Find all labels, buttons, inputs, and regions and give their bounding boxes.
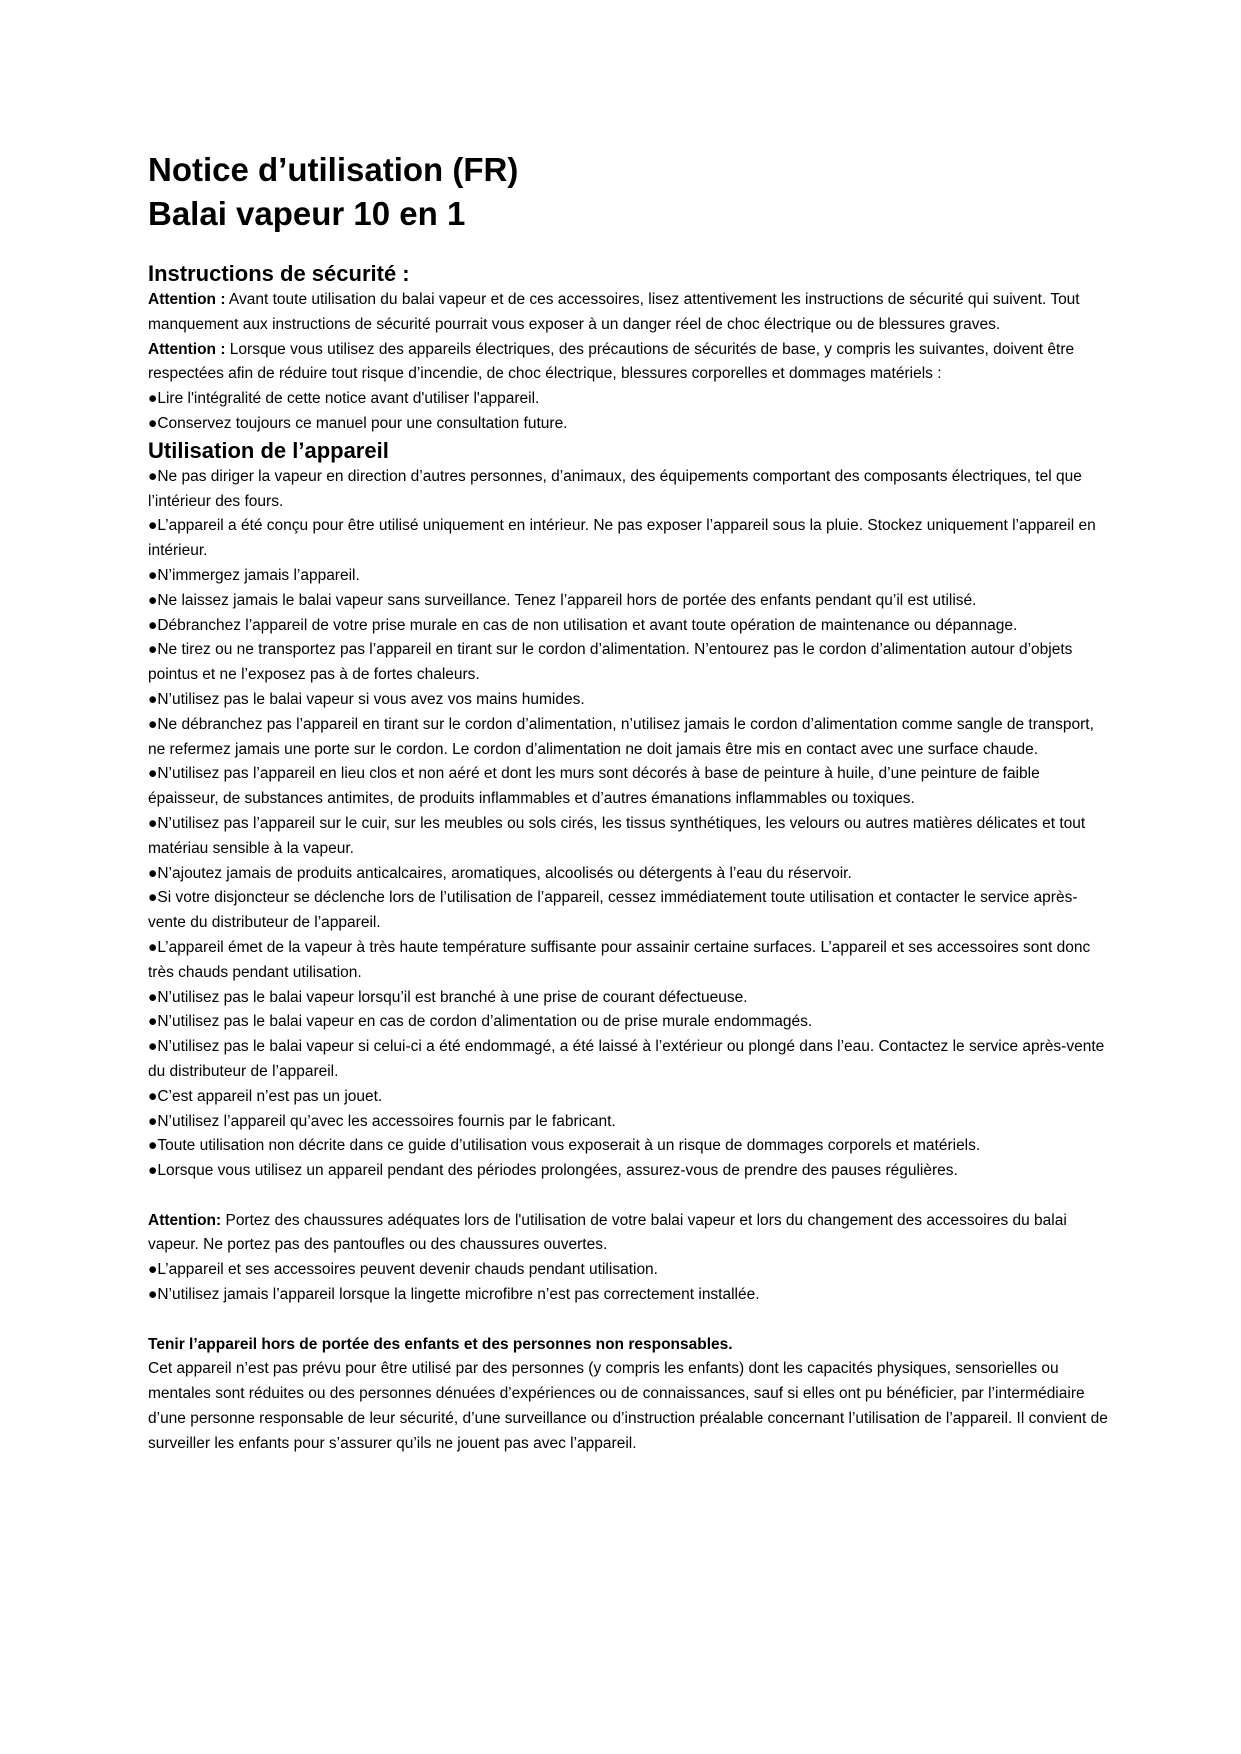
children-heading: Tenir l’appareil hors de portée des enfants et des personnes non responsables. xyxy=(148,1335,733,1353)
attention-text: Portez des chaussures adéquates lors de l'utilisation de votre balai vapeur et lors du changement des accessoires du balai vapeur. Ne portez pas des pantoufles ou des chaussures ouvertes. xyxy=(148,1211,1067,1254)
paragraph-gap xyxy=(148,1184,1108,1209)
attention-text: Lorsque vous utilisez des appareils électriques, des précautions de sécurités de base, y compris les suivantes, doivent être respectées afin de réduire tout risque d’incendie, de choc électrique, blessures corporelles et dommages matériels : xyxy=(148,340,1075,383)
children-text: Cet appareil n’est pas prévu pour être utilisé par des personnes (y compris les enfants) dont les capacités physiques, sensorielles ou mentales sont réduites ou des personnes dénuées d’expériences ou de connaissances, sauf si elles ont pu bénéficier, par l’intermédiaire d’une personne responsable de leur sécurité, d’une surveillance ou d’instruction préalable concernant l’utilisation de l’appareil. Il convient de surveiller les enfants pour s’assurer qu’ils ne jouent pas avec l’appareil. xyxy=(148,1360,1108,1452)
usage-bullet: ●Ne laissez jamais le balai vapeur sans surveillance. Tenez l’appareil hors de portée des enfants pendant qu’il est utilisé. xyxy=(148,591,977,609)
attention-text: Avant toute utilisation du balai vapeur et de ces accessoires, lisez attentivement les instructions de sécurité qui suivent. Tout manquement aux instructions de sécurité pourrait vous exposer à un danger réel de choc électrique ou de blessures graves. xyxy=(148,291,1080,333)
safety-attention-2 xyxy=(148,338,1108,388)
usage-bullet: ●L’appareil a été conçu pour être utilisé uniquement en intérieur. Ne pas exposer l’appareil sous la pluie. Stockez uniquement l’appareil en intérieur. xyxy=(148,517,1096,560)
usage-bullet: ●N’utilisez l’appareil qu’avec les accessoires fournis par le fabricant. xyxy=(148,1112,616,1130)
title-line-1: Notice d’utilisation (FR) xyxy=(148,151,519,188)
paragraph-gap xyxy=(148,1308,1108,1333)
usage-bullet: ●Si votre disjoncteur se déclenche lors de l’utilisation de l’appareil, cessez immédiatement toute utilisation et contacter le service après-vente du distributeur de l’appareil. xyxy=(148,889,1078,932)
usage-bullet: ●N’ajoutez jamais de produits anticalcaires, aromatiques, alcoolisés ou détergents à l’eau du réservoir. xyxy=(148,864,852,882)
usage-bullet: ●N’utilisez pas l’appareil sur le cuir, sur les meubles ou sols cirés, les tissus synthétiques, les velours ou autres matières délicates et tout matériau sensible à la vapeur. xyxy=(148,814,1086,857)
attention-label: Attention : xyxy=(148,291,226,308)
document-page xyxy=(148,148,1108,1457)
usage-bullet: ●N’utilisez pas le balai vapeur si celui-ci a été endommagé, a été laissé à l’extérieur ou plongé dans l’eau. Contactez le service après-vente du distributeur de l’appareil. xyxy=(148,1038,1105,1080)
attention-label: Attention: xyxy=(148,1211,222,1229)
document-title xyxy=(148,148,1108,236)
usage-bullet: ●Débranchez l’appareil de votre prise murale en cas de non utilisation et avant toute opération de maintenance ou dépannage. xyxy=(148,616,1018,634)
safety-heading: Instructions de sécurité : xyxy=(148,261,410,286)
usage-bullet: ●N’utilisez pas le balai vapeur si vous avez vos mains humides. xyxy=(148,690,585,708)
usage-bullet: ●N’utilisez pas l’appareil en lieu clos et non aéré et dont les murs sont décorés à base de peinture à huile, d’une peinture de faible épaisseur, de substances antimites, de produits inflammables et d’autres émanations inflammables ou toxiques. xyxy=(148,765,1040,808)
usage-bullet: ●Ne pas diriger la vapeur en direction d’autres personnes, d’animaux, des équipements comportant des composants électriques, tel que l’intérieur des fours. xyxy=(148,467,1082,510)
usage-bullet: ●N’utilisez pas le balai vapeur en cas de cordon d’alimentation ou de prise murale endommagés. xyxy=(148,1013,813,1031)
usage-bullet: ●Ne débranchez pas l’appareil en tirant sur le cordon d’alimentation, n’utilisez jamais le cordon d’alimentation comme sangle de transport, ne refermez jamais une porte sur le cordon. Le cordon d’alimentation ne doit jamais être mis en contact avec une surface chaude. xyxy=(148,715,1094,758)
safety-bullet: ●Conservez toujours ce manuel pour une consultation future. xyxy=(148,414,568,432)
usage-bullet: ●Ne tirez ou ne transportez pas l’appareil en tirant sur le cordon d’alimentation. N’entourez pas le cordon d’alimentation autour d’objets pointus et ne l’exposez pas à de fortes chaleurs. xyxy=(148,641,1073,684)
usage-bullet: ●C’est appareil n’est pas un jouet. xyxy=(148,1087,383,1105)
usage-bullet: ●N’immergez jamais l’appareil. xyxy=(148,566,360,584)
safety-attention-1 xyxy=(148,288,1108,338)
usage-heading: Utilisation de l’appareil xyxy=(148,437,389,463)
shoes-attention xyxy=(148,1209,1108,1259)
usage-bullet: ●Lorsque vous utilisez un appareil pendant des périodes prolongées, assurez-vous de prendre des pauses régulières. xyxy=(148,1162,958,1180)
shoes-bullet: ●L’appareil et ses accessoires peuvent devenir chauds pendant utilisation. xyxy=(148,1261,658,1279)
attention-label: Attention : xyxy=(148,340,226,358)
usage-bullet: ●L’appareil émet de la vapeur à très haute température suffisante pour assainir certaine surfaces. L’appareil et ses accessoires sont donc très chauds pendant utilisation. xyxy=(148,938,1091,981)
shoes-bullet: ●N’utilisez jamais l’appareil lorsque la lingette microfibre n’est pas correctement installée. xyxy=(148,1286,760,1304)
usage-bullet: ●N’utilisez pas le balai vapeur lorsqu’il est branché à une prise de courant défectueuse. xyxy=(148,988,748,1006)
usage-bullet: ●Toute utilisation non décrite dans ce guide d’utilisation vous exposerait à un risque de dommages corporels et matériels. xyxy=(148,1137,981,1155)
safety-bullet: ●Lire l'intégralité de cette notice avant d'utiliser l'appareil. xyxy=(148,390,540,408)
title-line-2: Balai vapeur 10 en 1 xyxy=(148,195,466,232)
